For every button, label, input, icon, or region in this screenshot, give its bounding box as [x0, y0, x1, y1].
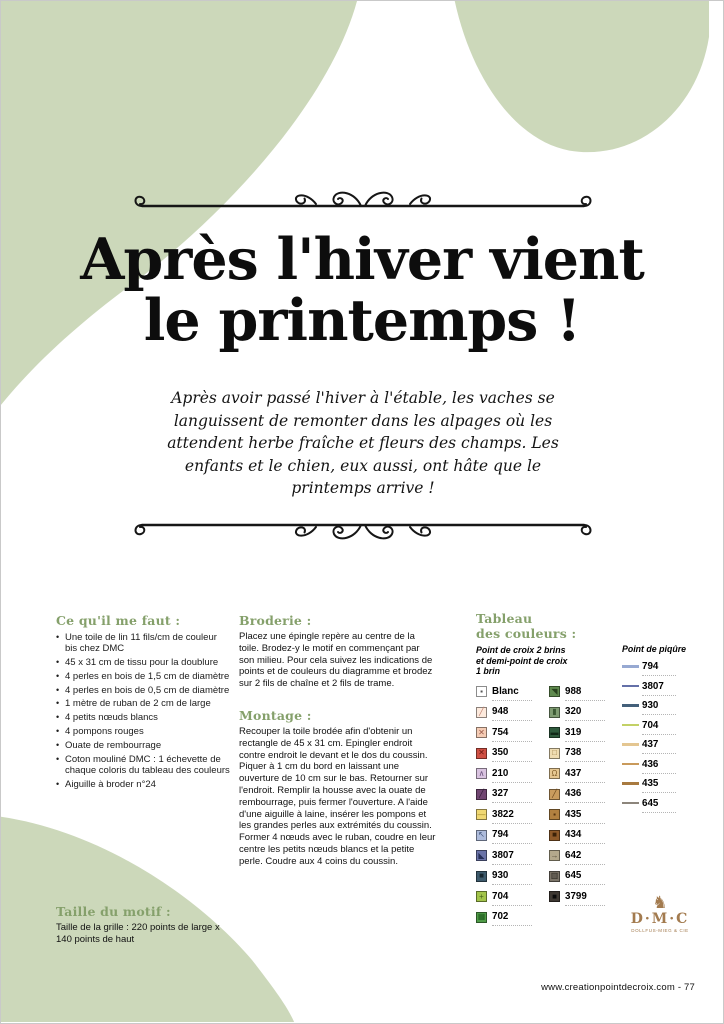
color-swatch: [476, 768, 487, 779]
stitch-symbol-icon: ▪: [480, 686, 483, 696]
color-swatch-row: [549, 891, 605, 912]
page-title-line1: Après l'hiver vient: [80, 226, 644, 293]
color-name-fineprint: [492, 719, 532, 721]
materials-heading: Ce qu'il me faut :: [56, 613, 181, 628]
color-swatch: [476, 830, 487, 841]
stitch-symbol-icon: ✕: [478, 727, 485, 737]
swatch-meta: [560, 768, 605, 783]
color-code: 320: [565, 706, 582, 717]
size-text: Taille de la grille : 220 points de large x 140 points de haut: [56, 922, 220, 945]
instructions-column: [239, 613, 436, 868]
color-name-fineprint: [492, 842, 532, 844]
color-code: 327: [492, 788, 509, 799]
swatch-meta: [487, 768, 532, 783]
color-swatch-row: [476, 727, 532, 748]
material-item: • 45 x 31 cm de tissu pour la doublure: [56, 657, 230, 668]
swatch-meta: [487, 747, 532, 762]
color-swatch: [476, 727, 487, 738]
cross-stitch-subheading-line3: 1 brin: [476, 666, 500, 676]
material-item: • Ouate de rembourrage: [56, 740, 230, 751]
backstitch-meta: [639, 739, 676, 754]
broderie-heading: Broderie :: [239, 613, 312, 628]
color-name-fineprint: [642, 713, 676, 715]
stitch-symbol-icon: ◥: [551, 686, 558, 696]
color-name-fineprint: [565, 760, 605, 762]
color-swatch-row: [476, 870, 532, 891]
swatch-meta: [560, 829, 605, 844]
swatch-meta: [560, 727, 605, 742]
color-table-heading: [476, 611, 605, 641]
material-item: • 4 petits nœuds blancs: [56, 712, 230, 723]
swatch-meta: [487, 727, 532, 742]
stitch-symbol-icon: —: [477, 809, 486, 819]
color-name-fineprint: [565, 822, 605, 824]
color-name-fineprint: [492, 740, 532, 742]
color-swatch-row: [549, 870, 605, 891]
color-code: 3807: [492, 849, 514, 861]
color-code: 642: [565, 849, 582, 861]
color-name-fineprint: [565, 740, 605, 742]
swatch-meta: [560, 809, 605, 824]
color-swatch-row: [549, 768, 605, 789]
material-item: • 4 pompons rouges: [56, 726, 230, 737]
backstitch-list: [622, 661, 712, 817]
backstitch-meta: [639, 720, 676, 735]
footer-url: www.creationpointdecroix.com - 77: [541, 982, 695, 993]
color-name-fineprint: [492, 822, 532, 824]
backstitch-meta: [639, 681, 676, 696]
color-name-fineprint: [642, 674, 676, 676]
stitch-symbol-icon: ▪: [553, 809, 556, 819]
material-item: • Une toile de lin 11 fils/cm de couleur bis chez DMC: [56, 632, 230, 655]
stitch-symbol-icon: ✕: [478, 748, 485, 757]
material-item: • Coton mouliné DMC : 1 échevette de chaque coloris du tableau des couleurs: [56, 754, 230, 777]
color-swatch-row: [476, 747, 532, 768]
color-swatch-row: [549, 727, 605, 748]
color-swatch: [476, 809, 487, 820]
color-swatch-row: [476, 829, 532, 850]
color-name-fineprint: [492, 904, 532, 906]
backstitch-color-line: [622, 685, 639, 688]
color-name-fineprint: [565, 883, 605, 885]
color-name-fineprint: [492, 760, 532, 762]
color-code: 754: [492, 726, 509, 738]
backstitch-row: [622, 798, 712, 818]
color-code: Blanc: [492, 685, 519, 697]
material-item: • 1 mètre de ruban de 2 cm de large: [56, 698, 230, 709]
swatch-meta: [560, 747, 605, 762]
broderie-text: Placez une épingle repère au centre de la toile. Brodez-y le motif en commençant par son milieu. Pour cela suivez les indications de points et de couleurs du diagramme et brodez sur 2 fils de chaîne et 2 fils de trame.: [239, 631, 433, 690]
color-swatch-row: [549, 747, 605, 768]
color-name-fineprint: [642, 733, 676, 735]
color-code: 434: [565, 829, 582, 840]
backstitch-color-line: [622, 743, 639, 746]
color-swatch: [476, 707, 487, 718]
material-item: • 4 perles en bois de 0,5 cm de diamètre: [56, 685, 230, 696]
flourish-divider-top: [134, 184, 592, 214]
swatch-column-2: [549, 686, 605, 932]
color-swatch: [549, 727, 560, 738]
stitch-symbol-icon: ╱: [479, 707, 484, 716]
backstitch-section: [622, 644, 712, 817]
backstitch-meta: [639, 798, 676, 813]
color-code: 645: [565, 870, 582, 881]
stitch-symbol-icon: ■: [552, 891, 557, 901]
stitch-symbol-icon: ▮: [552, 707, 557, 716]
swatch-meta: [560, 891, 605, 906]
flourish-divider-bottom: [134, 517, 592, 547]
color-swatch: [549, 891, 560, 902]
intro-paragraph: Après avoir passé l'hiver à l'étable, les vaches se languissent de remonter dans les alpages où les attendent herbe fraîche et fleurs des champs. Les enfants et le chien, eux aussi, ont hâte que le printemps arrive !: [167, 389, 559, 497]
dmc-brand-subtext: DOLLFUS-MIEG & CIE: [631, 928, 689, 933]
swatch-meta: [560, 788, 605, 803]
color-name-fineprint: [492, 863, 532, 865]
horse-head-icon: ♞: [652, 893, 668, 912]
color-code: 704: [492, 890, 509, 902]
color-table-heading-line2: des couleurs :: [476, 626, 577, 641]
color-swatch-row: [476, 850, 532, 871]
swatch-columns: [476, 686, 605, 932]
color-swatch-row: [476, 788, 532, 809]
swatch-meta: [560, 686, 605, 701]
montage-heading: Montage :: [239, 707, 312, 723]
backstitch-color-line: [622, 665, 639, 668]
color-name-fineprint: [492, 781, 532, 783]
swatch-column-1: [476, 686, 532, 932]
color-swatch: [476, 748, 487, 759]
swatch-meta: [560, 850, 605, 865]
color-name-fineprint: [565, 699, 605, 701]
color-code: 948: [492, 706, 509, 717]
backstitch-row: [622, 681, 712, 701]
backstitch-meta: [639, 778, 676, 793]
swatch-meta: [487, 891, 532, 906]
backstitch-color-line: [622, 724, 639, 727]
color-code: 738: [565, 747, 582, 758]
stitch-symbol-icon: ↖: [478, 830, 485, 839]
color-code: 794: [492, 829, 509, 840]
page-title: [1, 226, 723, 354]
stitch-symbol-icon: Ω: [551, 768, 558, 778]
color-code: 988: [565, 685, 582, 697]
color-name-fineprint: [492, 801, 532, 803]
swatch-meta: [487, 870, 532, 885]
color-table-section: [476, 611, 605, 932]
swatch-meta: [560, 870, 605, 885]
color-code: 3799: [565, 890, 587, 902]
backstitch-meta: [639, 700, 676, 715]
backstitch-color-line: [622, 763, 639, 766]
backstitch-color-line: [622, 704, 639, 707]
dmc-logo: [617, 894, 703, 934]
stitch-symbol-icon: ▬: [550, 727, 559, 737]
swatch-meta: [487, 911, 532, 926]
color-name-fineprint: [642, 811, 676, 813]
cross-stitch-subheading-line2: et demi-point de croix: [476, 655, 568, 666]
color-name-fineprint: [642, 752, 676, 754]
color-name-fineprint: [642, 791, 676, 793]
material-item: • Aiguille à broder n°24: [56, 779, 230, 790]
color-code: 3807: [642, 680, 664, 692]
color-code: 702: [492, 911, 509, 922]
backstitch-row: [622, 739, 712, 759]
color-name-fineprint: [642, 694, 676, 696]
swatch-meta: [487, 788, 532, 803]
stitch-symbol-icon: ■: [479, 871, 484, 880]
color-swatch: [476, 891, 487, 902]
color-code: 210: [492, 767, 509, 779]
stitch-symbol-icon: ■: [552, 830, 557, 839]
material-item: • 4 perles en bois de 1,5 cm de diamètre: [56, 671, 230, 682]
materials-section: [56, 613, 230, 793]
color-name-fineprint: [565, 781, 605, 783]
cross-stitch-subheading-line1: Point de croix 2 brins: [476, 645, 566, 655]
dmc-brand-name: D·M·C: [630, 911, 690, 927]
color-code: 437: [642, 739, 659, 750]
color-code: 645: [642, 797, 659, 809]
page-title-line2: le printemps !: [143, 287, 581, 354]
color-code: 930: [492, 870, 509, 881]
color-swatch-row: [476, 686, 532, 707]
color-name-fineprint: [565, 801, 605, 803]
color-code: 435: [565, 808, 582, 820]
stitch-symbol-icon: ∧: [478, 768, 485, 778]
swatch-meta: [487, 706, 532, 721]
swatch-meta: [487, 829, 532, 844]
color-name-fineprint: [565, 904, 605, 906]
color-code: 437: [565, 767, 582, 779]
stitch-symbol-icon: □: [552, 748, 557, 757]
backstitch-color-line: [622, 802, 639, 805]
backstitch-row: [622, 700, 712, 720]
backstitch-row: [622, 720, 712, 740]
stitch-symbol-icon: ╱: [552, 789, 557, 798]
color-name-fineprint: [565, 842, 605, 844]
color-name-fineprint: [565, 719, 605, 721]
color-swatch-row: [549, 809, 605, 830]
backstitch-heading: Point de piqûre: [622, 644, 687, 654]
stitch-symbol-icon: ▦: [477, 912, 486, 921]
color-swatch-row: [549, 686, 605, 707]
color-code: 350: [492, 747, 509, 758]
color-swatch: [549, 748, 560, 759]
color-swatch: [549, 789, 560, 800]
swatch-meta: [487, 850, 532, 865]
color-code: 436: [642, 758, 659, 770]
color-code: 794: [642, 661, 659, 672]
montage-text: Recouper la toile brodée afin d'obtenir un rectangle de 45 x 31 cm. Epingler endroit contre endroit le devant et le dos du coussin. Piquer à 1 cm du bord en laissant une ouverture de 10 cm sur le bas. Retourner sur l'endroit. Remplir la housse avec la ouate de rembourrage, puis fermer l'ouverture. A l'aide d'une aiguille à laine, insérer les pompons et les grandes perles aux extrémités du coussin. Former 4 nœuds avec le ruban, coudre en leur centre les petits nœuds blancs et la petite perle. Coudre aux 4 coins du coussin.: [239, 725, 436, 867]
size-heading: Taille du motif :: [56, 904, 171, 919]
backstitch-row: [622, 778, 712, 798]
color-swatch: [476, 789, 487, 800]
color-swatch-row: [476, 768, 532, 789]
stitch-symbol-icon: +: [479, 891, 484, 901]
stitch-symbol-icon: →: [550, 850, 559, 860]
color-name-fineprint: [642, 772, 676, 774]
color-swatch: [549, 871, 560, 882]
color-code: 3822: [492, 808, 514, 820]
cross-stitch-subheading: [476, 645, 605, 677]
swatch-meta: [487, 809, 532, 824]
color-swatch-row: [549, 829, 605, 850]
stitch-symbol-icon: ◣: [478, 850, 485, 860]
color-swatch-row: [476, 809, 532, 830]
swatch-meta: [560, 706, 605, 721]
backstitch-color-line: [622, 782, 639, 785]
color-swatch: [549, 809, 560, 820]
materials-list: [56, 632, 230, 790]
stitch-symbol-icon: ▥: [550, 871, 559, 880]
backstitch-row: [622, 759, 712, 779]
color-name-fineprint: [492, 924, 532, 926]
color-swatch: [549, 830, 560, 841]
color-code: 436: [565, 788, 582, 799]
color-swatch: [476, 850, 487, 861]
color-swatch: [476, 871, 487, 882]
color-swatch: [549, 707, 560, 718]
size-section: [56, 904, 230, 946]
backstitch-meta: [639, 661, 676, 676]
color-swatch-row: [476, 891, 532, 912]
color-code: 704: [642, 719, 659, 731]
stitch-symbol-icon: ╱: [479, 789, 484, 798]
backstitch-row: [622, 661, 712, 681]
color-swatch-row: [476, 706, 532, 727]
backstitch-meta: [639, 759, 676, 774]
color-swatch-row: [549, 788, 605, 809]
color-swatch: [476, 912, 487, 923]
color-swatch: [549, 686, 560, 697]
color-swatch-row: [549, 850, 605, 871]
swatch-meta: [487, 686, 532, 701]
color-swatch: [476, 686, 487, 697]
color-swatch: [549, 768, 560, 779]
color-swatch-row: [476, 911, 532, 932]
color-code: 435: [642, 778, 659, 789]
color-name-fineprint: [565, 863, 605, 865]
color-code: 930: [642, 700, 659, 711]
color-table-heading-line1: Tableau: [476, 611, 533, 626]
color-name-fineprint: [492, 883, 532, 885]
color-code: 319: [565, 726, 582, 738]
page-content: [1, 1, 723, 1023]
color-swatch: [549, 850, 560, 861]
color-swatch-row: [549, 706, 605, 727]
color-name-fineprint: [492, 699, 532, 701]
